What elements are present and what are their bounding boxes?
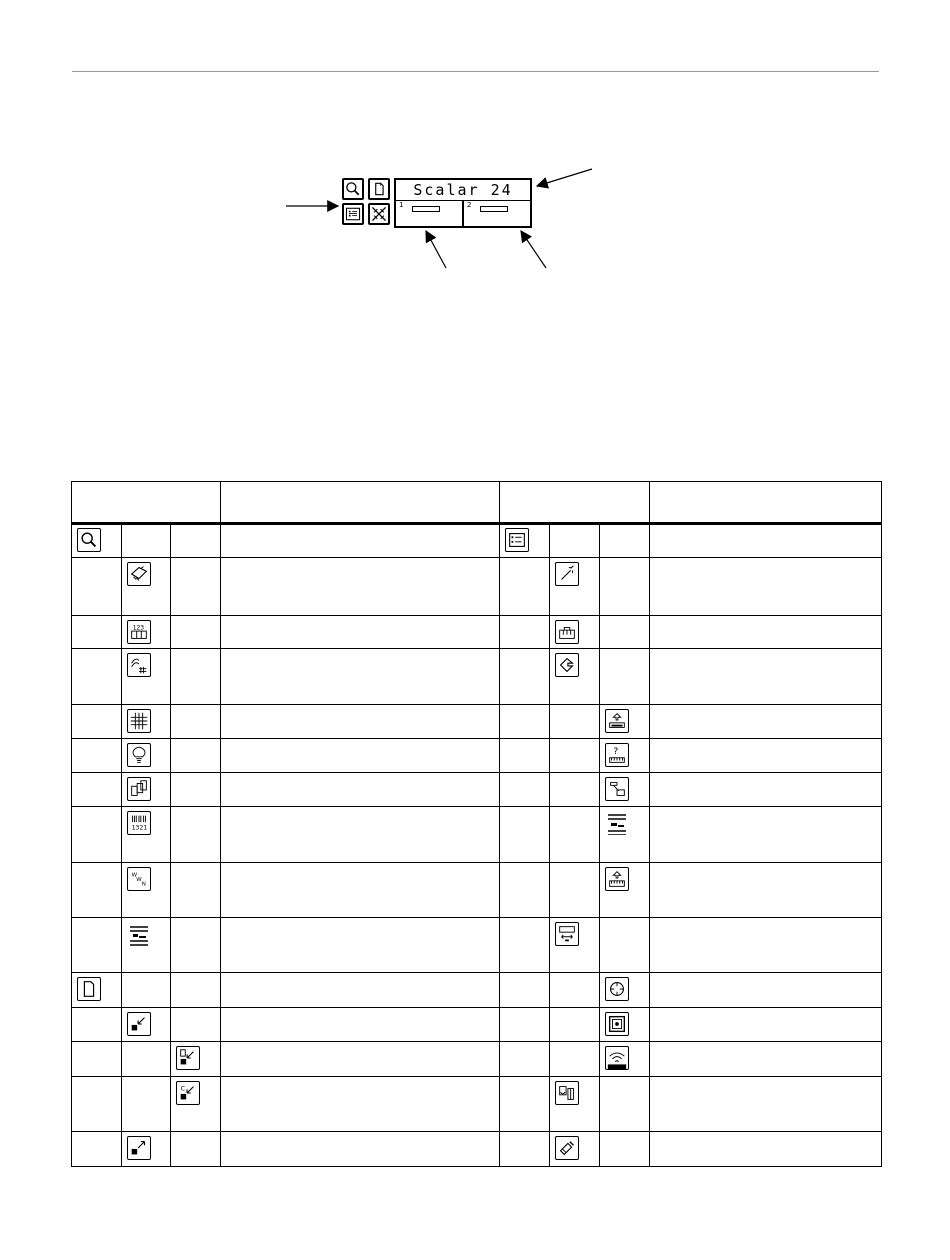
sub-column-divider [599,523,600,1166]
column-divider [220,482,221,1166]
display-arrows-icon[interactable] [555,922,579,946]
row-divider [72,917,881,918]
ruler-arrow-icon[interactable] [605,867,629,891]
sub-column-divider [170,523,171,1166]
scalar-title: Scalar 24 [413,181,513,199]
rotate-arrow-icon[interactable] [555,653,579,677]
callout-arrows [0,0,950,300]
column-divider [649,482,650,1166]
row-divider [72,1041,881,1042]
column-divider [499,482,500,1166]
svg-text:W: W [131,872,138,879]
slot-number: 1 [399,201,404,209]
page-icon[interactable] [77,977,101,1001]
row-divider [72,806,881,807]
speaker-box-icon[interactable] [605,1012,629,1036]
row-divider [72,972,881,973]
sub-column-divider [549,523,550,1166]
row-divider [72,1131,881,1132]
ruler-gauge-icon[interactable] [555,620,579,644]
stacked-cards-icon[interactable] [127,777,151,801]
upload-icon[interactable] [605,709,629,733]
chip-split-icon[interactable] [555,1081,579,1105]
grid-icon[interactable] [127,709,151,733]
header-rule [72,522,881,525]
pen-icon[interactable] [555,1136,579,1160]
import-c-icon[interactable] [176,1081,200,1105]
sub-column-divider [121,523,122,1166]
question-ruler-icon[interactable] [605,743,629,767]
svg-text:123: 123 [132,623,145,632]
row-divider [72,557,881,558]
arrow-to-slot-1 [426,231,446,268]
svg-text:C: C [180,1084,186,1093]
import-b-icon[interactable] [176,1046,200,1070]
icon-table [71,481,882,1167]
chip-icon[interactable] [127,562,151,586]
svg-text:W: W [136,876,142,883]
import-arrow-icon[interactable] [127,1012,151,1036]
bars-icon[interactable] [127,922,151,946]
magnifier-icon[interactable] [77,528,101,552]
svg-text:?: ? [613,746,619,758]
barcode-digits-icon[interactable] [127,811,151,835]
svg-text:N: N [141,881,146,888]
row-divider [72,648,881,649]
arrow-to-title [537,169,592,186]
row-divider [72,738,881,739]
crosshair-dial-icon[interactable] [605,977,629,1001]
row-divider [72,862,881,863]
slot-number: 2 [467,201,472,209]
list-icon[interactable] [505,528,529,552]
row-divider [72,704,881,705]
export-arrow-icon[interactable] [127,1136,151,1160]
row-divider [72,615,881,616]
row-divider [72,1007,881,1008]
arrow-to-slot-2 [521,231,546,268]
row-divider [72,1076,881,1077]
wave-grid-icon[interactable] [127,653,151,677]
scalar-widget-figure [0,0,950,300]
number-grid-icon[interactable] [127,620,151,644]
wifi-fill-icon[interactable] [605,1046,629,1070]
wand-icon[interactable] [555,562,579,586]
lightbulb-icon[interactable] [127,743,151,767]
svg-text:1321: 1321 [131,823,148,832]
row-divider [72,772,881,773]
flag-window-icon[interactable] [605,777,629,801]
offset-bars-icon[interactable] [605,811,629,835]
stepped-w-icon[interactable] [127,867,151,891]
